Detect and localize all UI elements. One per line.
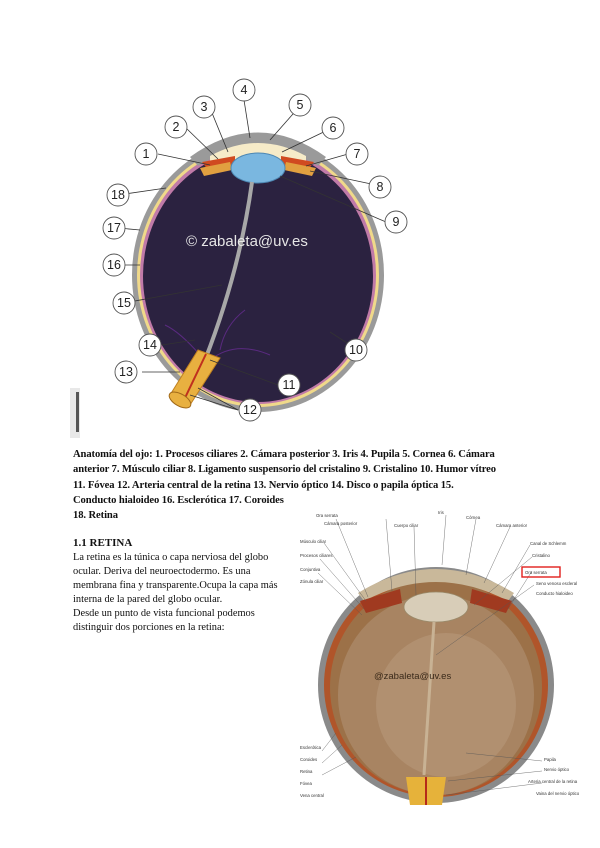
paragraph-line: distinguir dos porciones en la retina:	[73, 621, 225, 633]
lens-shape	[231, 153, 285, 183]
fig2-label-bottom: Papila	[544, 757, 556, 762]
fig2-lens	[404, 592, 468, 622]
fig2-label-right: Conducto hialoideo	[536, 591, 573, 596]
label-7: 7	[353, 147, 361, 161]
fig2-label-top: Cámara anterior	[496, 523, 528, 528]
caption-line: Conducto hialoideo 16. Esclerótica 17. Coroides	[73, 494, 284, 506]
fig2-label-bottom: Fóvea	[300, 781, 312, 786]
caption-line: 11. Fóvea 12. Arteria central de la retina 13. Nervio óptico 14. Disco o papila óptica 15.	[73, 479, 454, 491]
label-18: 18	[111, 188, 125, 202]
fig2-label-top: Iris	[438, 510, 444, 515]
caption-line: 18. Retina	[73, 510, 118, 522]
label-16: 16	[107, 258, 121, 272]
label-6: 6	[329, 121, 337, 135]
fig2-label-left: Músculo ciliar	[300, 539, 327, 544]
paragraph-line: Desde un punto de vista funcional podemos	[73, 607, 255, 619]
fig2-label-bottom: Arteria central de la retina	[528, 779, 578, 784]
fig2-label-bottom: Retina	[300, 769, 313, 774]
fig2-label-right: Seno venoso escleral	[536, 581, 578, 586]
label-15: 15	[117, 296, 131, 310]
caption-line: anterior 7. Músculo ciliar 8. Ligamento suspensorio del cristalino 9. Cristalino 10. Humor vítreo	[73, 464, 496, 476]
fig2-label-bottom: Coroides	[300, 757, 318, 762]
paragraph-line: La retina es la túnica o capa nerviosa del globo	[73, 552, 269, 563]
fig2-label-bottom: Esclerótica	[300, 745, 322, 750]
label-10: 10	[349, 343, 363, 357]
fig2-label-top: Cuerpo ciliar	[394, 523, 419, 528]
paragraph-line: interna de la pared del globo ocular.	[73, 593, 223, 605]
eye-anatomy-figure	[70, 70, 430, 440]
paragraph-line: membrana fina y transparente.Ocupa la capa más	[73, 579, 278, 591]
fig2-label-right: Cristalino	[532, 553, 550, 558]
fig2-label-right: Canal de Schlemm	[530, 541, 567, 546]
eye-diagram	[70, 70, 430, 440]
fig2-label-bottom: Nervio óptico	[544, 767, 570, 772]
fig2-label-left: Procesos ciliares	[300, 553, 333, 558]
label-17: 17	[107, 221, 121, 235]
fig2-label-left: Zónula ciliar	[300, 579, 324, 584]
fig2-label-left: Conjuntiva	[300, 567, 321, 572]
section-paragraph	[73, 551, 295, 634]
label-8: 8	[376, 180, 384, 194]
retina-illustration	[296, 505, 586, 805]
label-2: 2	[172, 120, 180, 134]
retina-illustration-figure	[296, 505, 586, 805]
paragraph-line: ocular. Deriva del neuroectodermo. Es una	[73, 565, 251, 577]
vitreous-humor-shape	[143, 150, 373, 402]
label-9: 9	[392, 215, 400, 229]
fig2-label-top: Córnea	[466, 515, 481, 520]
label-13: 13	[119, 365, 133, 379]
label-5: 5	[296, 98, 304, 112]
caption-line: Anatomía del ojo: 1. Procesos ciliares 2. Cámara posterior 3. Iris 4. Pupila 5. Cornea 6. Cámara	[73, 449, 495, 460]
label-4: 4	[240, 83, 248, 97]
fig2-label-top: Ora serrata	[316, 513, 338, 518]
image-edge-mark	[76, 392, 79, 432]
label-3: 3	[200, 100, 208, 114]
fig2-label-bottom: Vaina del nervio óptico	[536, 791, 580, 796]
fig2-label-bottom: Vena central	[300, 793, 324, 798]
section-title: 1.1 RETINA	[73, 537, 133, 549]
highlighted-label: Ora serrata	[525, 570, 547, 575]
fig2-vitreous-highlight	[376, 633, 516, 777]
label-1: 1	[142, 147, 150, 161]
fig2-label-top: Cámara posterior	[324, 521, 358, 526]
figure1-watermark: © zabaleta@uv.es	[186, 233, 308, 250]
label-14: 14	[143, 338, 157, 352]
figure2-watermark: @zabaleta@uv.es	[374, 671, 452, 682]
label-12: 12	[243, 403, 257, 417]
label-11: 11	[282, 378, 296, 392]
